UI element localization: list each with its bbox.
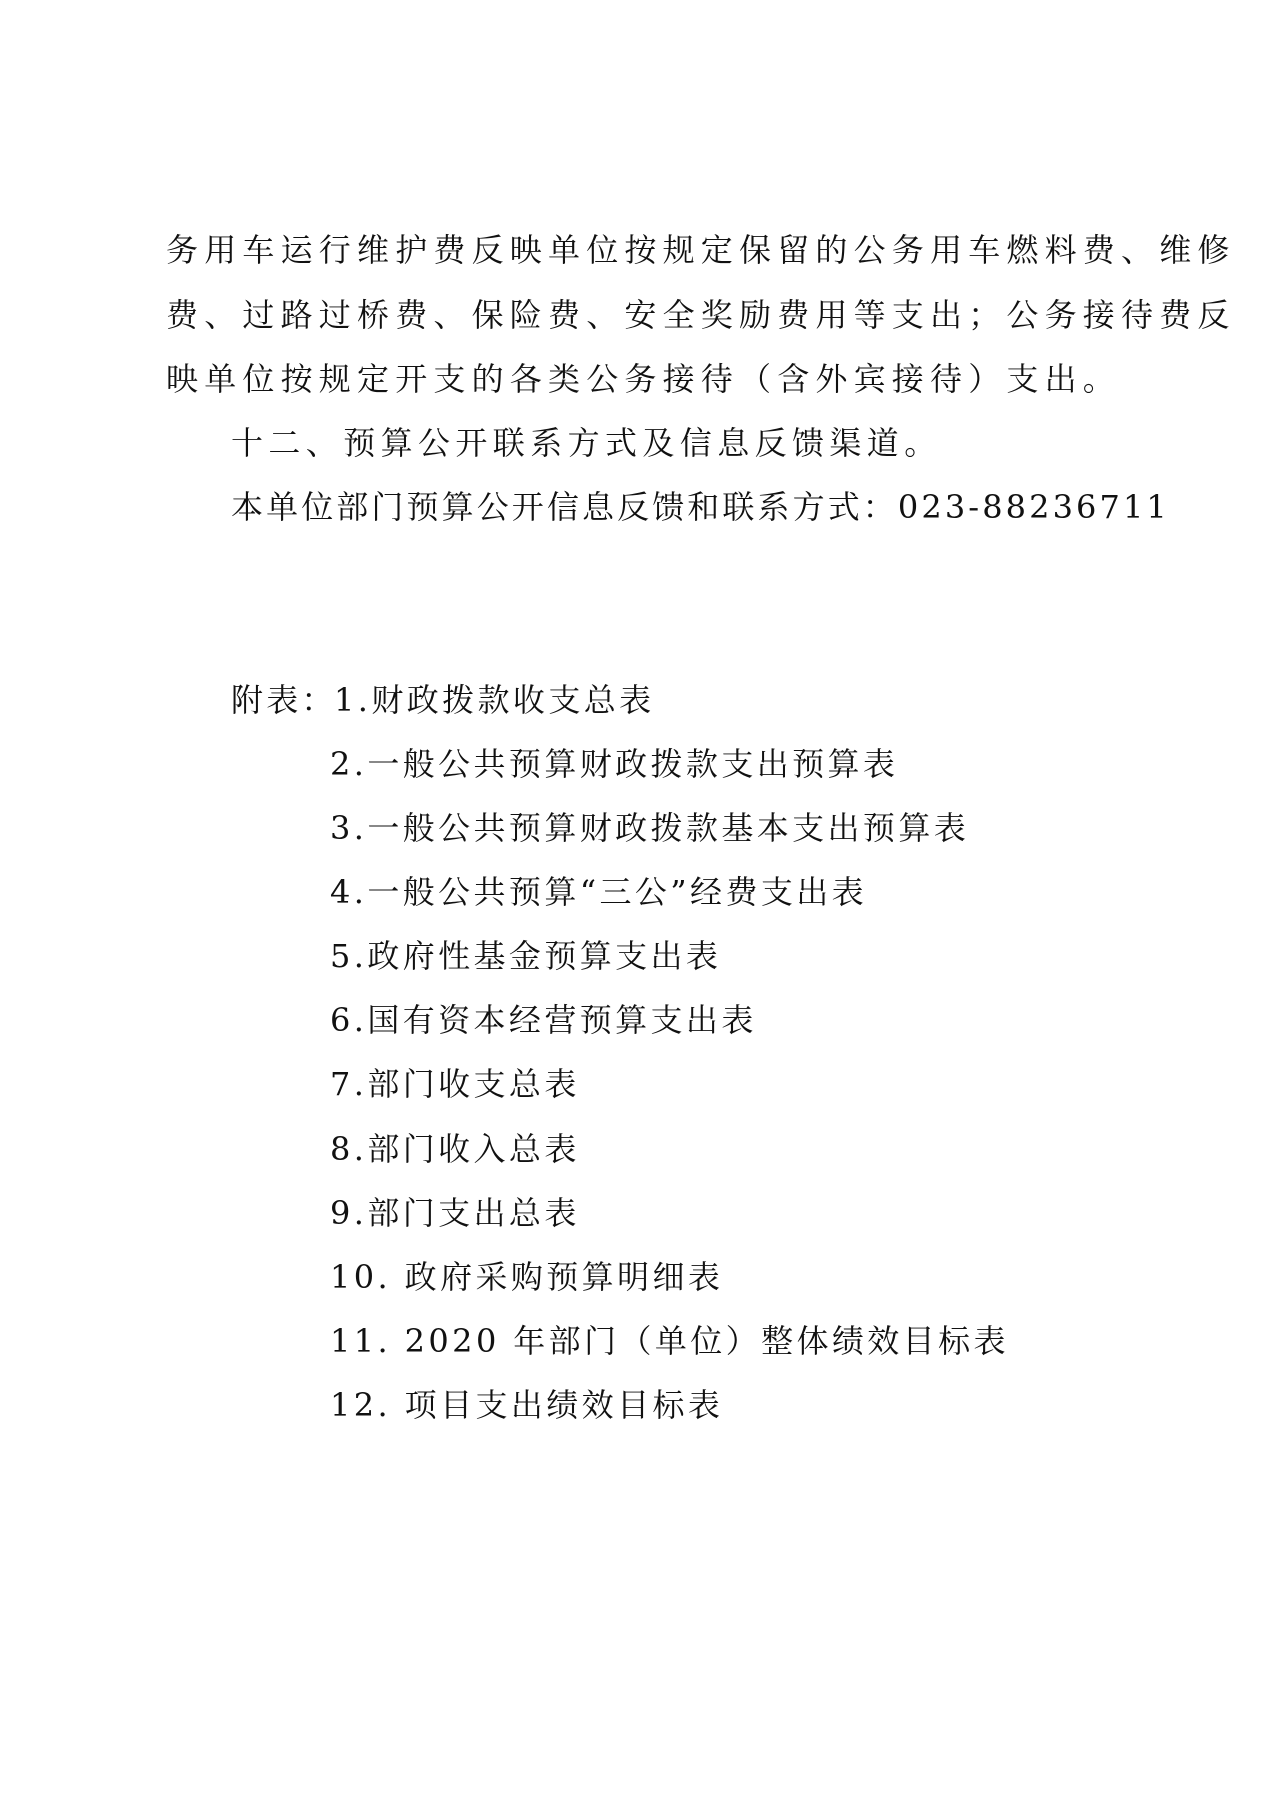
- appendix-label: 附表：: [231, 681, 337, 719]
- appendix-item: 10. 政府采购预算明细表: [330, 1258, 724, 1296]
- appendix-item: 11. 2020 年部门（单位）整体绩效目标表: [330, 1322, 1009, 1360]
- appendix-item: 5.政府性基金预算支出表: [330, 937, 722, 975]
- appendix-item: 4.一般公共预算“三公”经费支出表: [330, 873, 868, 911]
- appendix-item: 3.一般公共预算财政拨款基本支出预算表: [330, 809, 970, 847]
- section-heading: 十二、预算公开联系方式及信息反馈渠道。: [231, 424, 942, 462]
- paragraph-line: 映单位按规定开支的各类公务接待（含外宾接待）支出。: [166, 360, 1122, 398]
- appendix-item: 7.部门收支总表: [330, 1065, 580, 1103]
- appendix-item: 9.部门支出总表: [330, 1194, 580, 1232]
- appendix-item: 1.财政拨款收支总表: [334, 681, 655, 719]
- paragraph-line: 务用车运行维护费反映单位按规定保留的公务用车燃料费、维修: [166, 231, 1236, 269]
- appendix-item: 2.一般公共预算财政拨款支出预算表: [330, 745, 899, 783]
- appendix-item: 12. 项目支出绩效目标表: [330, 1386, 724, 1424]
- appendix-item: 6.国有资本经营预算支出表: [330, 1001, 757, 1039]
- paragraph-line: 费、过路过桥费、保险费、安全奖励费用等支出；公务接待费反: [166, 296, 1236, 334]
- appendix-item: 8.部门收入总表: [330, 1130, 580, 1168]
- contact-line: 本单位部门预算公开信息反馈和联系方式：023-88236711: [231, 488, 1170, 526]
